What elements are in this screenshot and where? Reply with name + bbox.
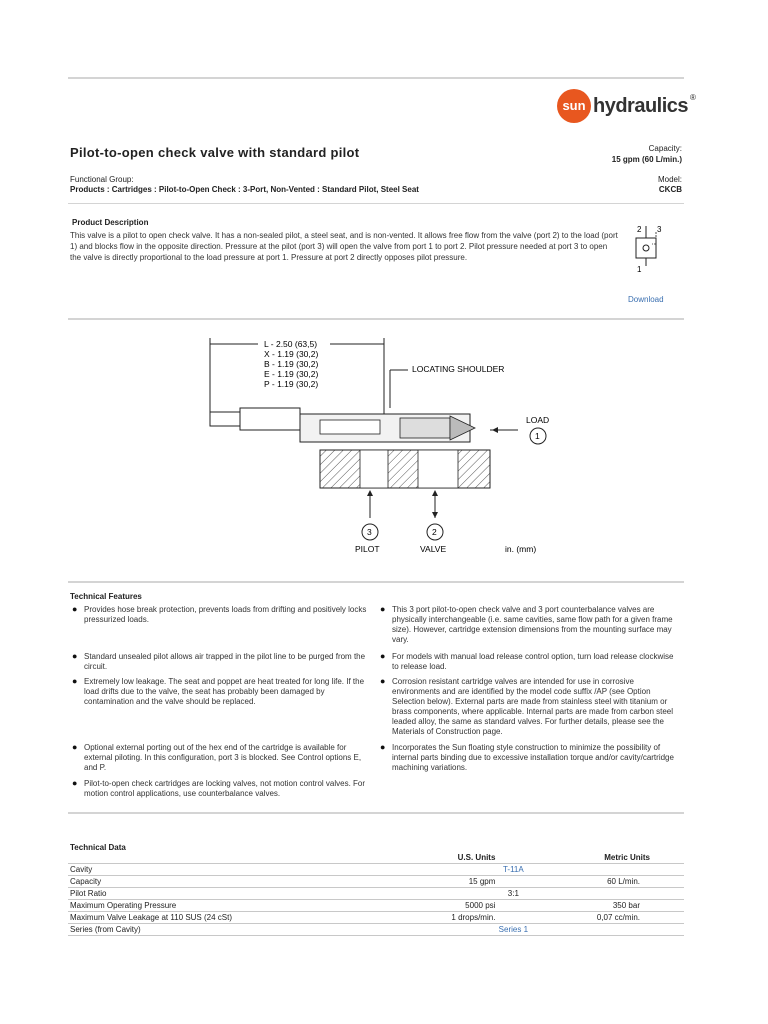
features-heading: Technical Features	[70, 592, 142, 601]
dim-l: L - 2.50 (63,5)	[264, 339, 318, 349]
features-divider	[68, 812, 684, 814]
feature-item: ● Corrosion resistant cartridge valves are intended for use in corrosive environments and are identified by the model code suffix /AP (see Option Selection below). External parts are made from stainless steel with titanium or brass components, where applicable. Internal parts are made from carbon steel leaded alloy, the same as standard valves. For further details, please see the Materials of Construction page.	[378, 677, 682, 737]
dim-b: B - 1.19 (30,2)	[264, 359, 319, 369]
pilot-label: PILOT	[355, 544, 380, 554]
us-value: 5000 psi	[343, 900, 498, 912]
metric-value: 350 bar	[497, 900, 684, 912]
table-row	[68, 924, 684, 936]
load-port-number: 1	[535, 431, 540, 441]
model-value: CKCB	[658, 185, 682, 194]
dim-p: P - 1.19 (30,2)	[264, 379, 319, 389]
drawing-divider	[68, 581, 684, 583]
col-us-units: U.S. Units	[343, 852, 498, 864]
logo-sun-mark: sun	[557, 89, 591, 123]
pilot-ratio-value: 3:1	[343, 888, 684, 900]
table-row	[68, 900, 684, 912]
page-title: Pilot-to-open check valve with standard pilot	[70, 145, 360, 160]
row-label: Cavity	[68, 864, 343, 876]
logo-registered-mark: ®	[690, 93, 696, 102]
row-label: Series (from Cavity)	[68, 924, 343, 936]
cavity-link[interactable]: T-11A	[502, 865, 524, 874]
metric-value: 60 L/min.	[497, 876, 684, 888]
tech-data-heading: Technical Data	[70, 843, 126, 852]
locating-shoulder-label: LOCATING SHOULDER	[412, 364, 505, 374]
dim-e: E - 1.19 (30,2)	[264, 369, 319, 379]
dim-x: X - 1.19 (30,2)	[264, 349, 319, 359]
symbol-port2-label: 2	[637, 225, 642, 234]
capacity-value: 15 gpm (60 L/min.)	[611, 155, 682, 164]
valve-symbol	[628, 220, 672, 278]
series-link[interactable]: Series 1	[498, 925, 529, 934]
functional-group-value: Products : Cartridges : Pilot-to-Open Check : 3-Port, Non-Vented : Standard Pilot, Steel Seat	[70, 185, 419, 194]
feature-item: ● This 3 port pilot-to-open check valve and 3 port counterbalance valves are physically interchangeable (i.e. same cavities, same flow path for a given frame size). However, cartridge extension dimensions from the mounting surface may vary.	[378, 605, 682, 645]
download-link[interactable]: Download	[628, 295, 664, 304]
description-heading: Product Description	[72, 218, 149, 227]
symbol-port3-label: 3	[657, 225, 662, 234]
header-divider	[68, 203, 684, 204]
functional-group-label: Functional Group:	[70, 175, 134, 184]
valve-label: VALVE	[420, 544, 447, 554]
row-label: Pilot Ratio	[68, 888, 343, 900]
metric-value: 0,07 cc/min.	[497, 912, 684, 924]
valve-port-number: 2	[432, 527, 437, 537]
description-text: This valve is a pilot to open check valve. It has a non-sealed pilot, a steel seat, and is non-vented. It allows free flow from the valve (port 2) to the load (port 1) and blocks flow in the opposite direction. Pressure at the pilot (port 3) will open the valve from port 1 to port 2. Pilot pressure needed at port 3 to open the valve is directly proportional to the load pressure at port 1. Pressure at port 2 directly opposes pilot pressure.	[70, 231, 618, 262]
us-value: 1 drops/min.	[343, 912, 498, 924]
logo-wordmark: hydraulics	[593, 94, 689, 117]
top-divider	[68, 77, 684, 79]
us-value: 15 gpm	[343, 876, 498, 888]
cartridge-drawing	[200, 330, 560, 570]
feature-item: ● Incorporates the Sun floating style construction to minimize the possibility of internal parts binding due to excessive installation torque and/or cavity/cartridge machining variations.	[378, 743, 682, 773]
table-row	[68, 876, 684, 888]
symbol-port1-label: 1	[637, 265, 642, 274]
feature-item: ● Standard unsealed pilot allows air trapped in the pilot line to be purged from the circuit.	[70, 652, 374, 672]
feature-item: ● Extremely low leakage. The seat and poppet are heat treated for long life. If the load drifts due to the valve, the seat has probably been damaged by contamination and the valve should be replaced.	[70, 677, 374, 707]
feature-item: ● Optional external porting out of the hex end of the cartridge is available for external piloting. In this configuration, port 3 is blocked. See Control options E, and P.	[70, 743, 374, 773]
feature-item: ● For models with manual load release control option, turn load release clockwise to release load.	[378, 652, 682, 672]
capacity-label: Capacity:	[648, 144, 682, 153]
feature-item: ● Provides hose break protection, prevents loads from drifting and positively locks pressurized loads.	[70, 605, 374, 625]
row-label: Maximum Valve Leakage at 110 SUS (24 cSt)	[68, 912, 343, 924]
load-label: LOAD	[526, 415, 550, 425]
tech-data-header-row	[68, 852, 684, 864]
description-divider	[68, 318, 684, 320]
row-label: Maximum Operating Pressure	[68, 900, 343, 912]
col-metric-units: Metric Units	[497, 852, 684, 864]
table-row	[68, 864, 684, 876]
tech-data-table	[68, 852, 684, 936]
pilot-port-number: 3	[367, 527, 372, 537]
row-label: Capacity	[68, 876, 343, 888]
feature-item: ● Pilot-to-open check cartridges are locking valves, not motion control valves. For motion control applications, use counterbalance valves.	[70, 779, 374, 799]
table-row	[68, 888, 684, 900]
sun-hydraulics-logo	[557, 89, 696, 123]
model-label: Model:	[657, 175, 682, 184]
units-label: in. (mm)	[505, 544, 537, 554]
table-row	[68, 912, 684, 924]
